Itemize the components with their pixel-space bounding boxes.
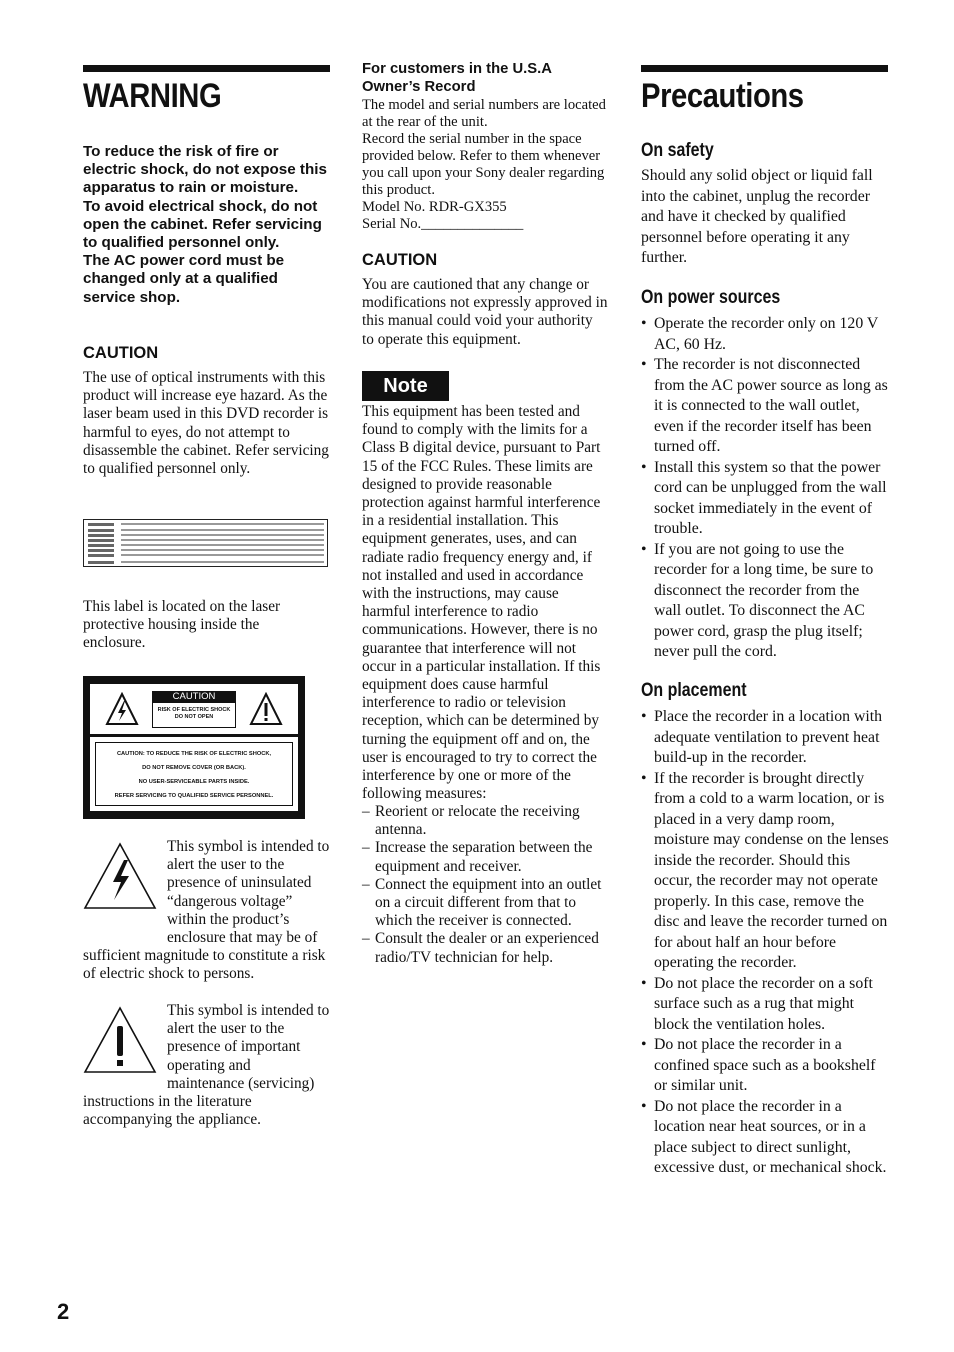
plate-line2: DO NOT REMOVE COVER (OR BACK).: [142, 765, 246, 771]
plate-box-line1: RISK OF ELECTRIC SHOCK: [157, 707, 231, 713]
plate-line3: NO USER-SERVICEABLE PARTS INSIDE.: [138, 779, 250, 785]
list-item: • Operate the recorder only on 120 V AC, 60 Hz.: [641, 314, 889, 355]
symbol1-text-content: This symbol is intended to alert the user to the presence of uninsulated “dangerous voltage” within the product’s enclosure that may be of sufficient magnitude to constitute a risk of electric shock to persons.: [83, 838, 330, 983]
owners-record-text: The model and serial numbers are located at the rear of the unit. Record the serial number in the space provided below. Refer to them whenever you call upon your Sony dealer regarding this product. Model No. RDR-GX355 Serial No.______________: [362, 97, 606, 232]
on-power-sources-heading: On power sources: [641, 287, 781, 308]
plate-box-line2: DO NOT OPEN: [174, 714, 214, 720]
warning-title: WARNING: [83, 77, 222, 115]
list-item: – Reorient or relocate the receiving antenna.: [362, 803, 608, 839]
interference-measures: [362, 803, 608, 967]
plate-header: CAUTION: [152, 691, 236, 702]
list-item: • If the recorder is brought directly from a cold to a warm location, or is placed in a very damp room, moisture may condense on the lenses inside the recorder. Should this occur, the recorder may not operate properly. In this case, remove the disc and leave the recorder turned on for about half an hour before operating the recorder.: [641, 769, 889, 974]
precautions-title: Precautions: [641, 77, 804, 115]
measures-list: [362, 803, 608, 967]
plate-box: [152, 702, 236, 728]
on-safety-heading: On safety: [641, 140, 714, 161]
owners-record-heading: Owner’s Record: [362, 79, 476, 95]
list-item: • Do not place the recorder in a confined space such as a bookshelf or similar unit.: [641, 1035, 889, 1097]
symbol2-text: [83, 1002, 331, 1129]
fcc-caution-text: You are cautioned that any change or modifications not expressly approved in this manual could void your authority to operate this equipment.: [362, 276, 608, 348]
precautions-rule: [641, 65, 888, 72]
placement-list: [641, 707, 889, 1179]
note-label: Note: [362, 371, 449, 401]
exclamation-triangle-icon: [249, 692, 283, 726]
caution-plate: [83, 676, 305, 819]
label-location-text: This label is located on the laser protective housing inside the enclosure.: [83, 598, 281, 652]
plate-line1: CAUTION: TO REDUCE THE RISK OF ELECTRIC SHOCK,: [116, 751, 272, 757]
caution-text: The use of optical instruments with this product will increase eye hazard. As the laser beam used in this DVD recorder is harmful to eyes, do not attempt to disassemble the cabinet. Refer servicing to qualified personnel only.: [83, 369, 329, 478]
title-rule: [83, 65, 330, 72]
plate-line4: REFER SERVICING TO QUALIFIED SERVICE PERSONNEL.: [114, 793, 274, 799]
us-customers-heading: [362, 60, 552, 96]
list-item: • Do not place the recorder on a soft surface such as a rug that might block the ventilation holes.: [641, 974, 889, 1036]
page-number: 2: [57, 1299, 70, 1324]
list-item: • Do not place the recorder in a location near heat sources, or in a place subject to direct sunlight, excessive dust, or mechanical shock.: [641, 1097, 889, 1179]
us-customers-heading-line1: For customers in the U.S.A: [362, 61, 552, 77]
list-item: • The recorder is not disconnected from the AC power source as long as it is connected to the wall outlet, even if the recorder itself has been turned off.: [641, 355, 889, 458]
lightning-triangle-icon: [105, 692, 139, 726]
warning-text: To reduce the risk of fire or electric shock, do not expose this apparatus to rain or moisture. To avoid electrical shock, do not open the cabinet. Refer servicing to qualified personnel only. The AC power cord must be changed only at a qualified service shop.: [83, 143, 327, 306]
symbol2-text-content: This symbol is intended to alert the user to the presence of important operating and maintenance (servicing) instructions in the literature accompanying the appliance.: [83, 1002, 330, 1129]
list-item: • If you are not going to use the recorder for a long time, be sure to disconnect the recorder from the wall outlet. To disconnect the AC power cord, grasp the plug itself; never pull the cord.: [641, 540, 889, 663]
on-placement-heading: On placement: [641, 680, 747, 701]
safety-text: Should any solid object or liquid fall into the cabinet, unplug the recorder and have it checked by qualified personnel before operating it any further.: [641, 167, 873, 266]
list-item: – Increase the separation between the equipment and receiver.: [362, 839, 608, 875]
list-item: – Connect the equipment into an outlet on a circuit different from that to which the receiver is connected.: [362, 876, 608, 931]
list-item: – Consult the dealer or an experienced radio/TV technician for help.: [362, 930, 608, 966]
laser-warning-label: [83, 519, 328, 567]
symbol1-text: [83, 838, 331, 984]
power-sources-list: [641, 314, 889, 663]
caution-heading: CAUTION: [83, 344, 159, 362]
list-item: • Install this system so that the power cord can be unplugged from the wall socket immediately in the event of trouble.: [641, 458, 889, 540]
note-text: This equipment has been tested and found to comply with the limits for a Class B digital device, pursuant to Part 15 of the FCC Rules. These limits are designed to provide reasonable protection against harmful interference in a residential installation. This equipment generates, uses, and can radiate radio frequency energy and, if not installed and used in accordance with the instructions, may cause harmful interference to radio communications. However, there is no guarantee that interference will not occur in a particular installation. If this equipment does cause harmful interference to radio or television reception, which can be determined by turning the equipment off and on, the user is encouraged to try to correct the interference by one or more of the following measures:: [362, 403, 601, 803]
list-item: • Place the recorder in a location with adequate ventilation to prevent heat build-up in the recorder.: [641, 707, 889, 769]
fcc-caution-heading: CAUTION: [362, 251, 438, 269]
